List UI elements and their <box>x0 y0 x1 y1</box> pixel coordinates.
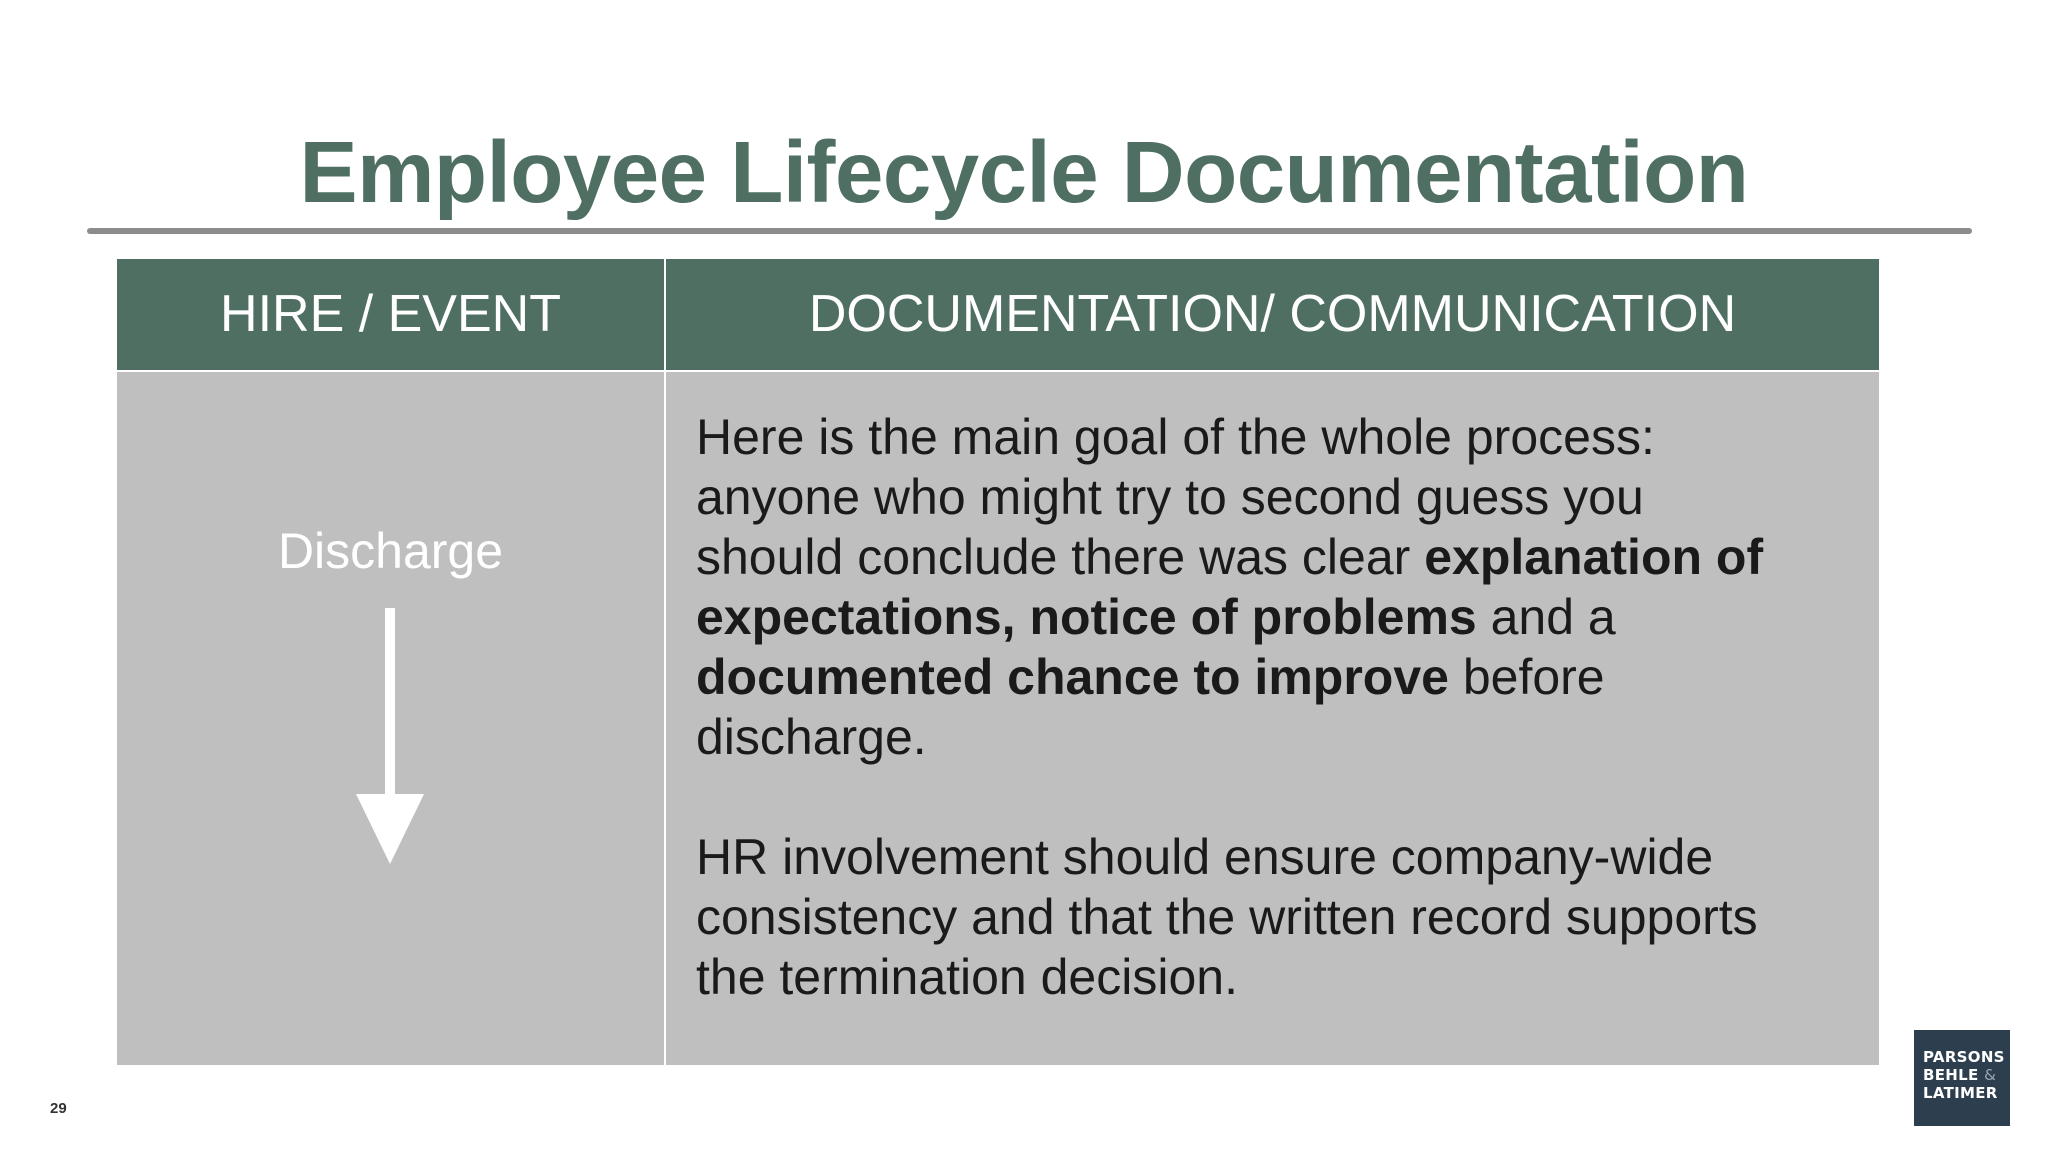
slide-title: Employee Lifecycle Documentation <box>299 124 1749 221</box>
header-documentation: DOCUMENTATION/ COMMUNICATION <box>808 285 1737 343</box>
paragraph-text: anyone who might try to second guess you <box>696 469 1644 525</box>
company-logo <box>1914 1030 2010 1126</box>
arrow-down-icon <box>356 608 424 864</box>
logo-ampersand: & <box>1984 1066 1997 1084</box>
column-divider <box>664 259 666 1065</box>
emphasis-text: expectations, notice of problems <box>696 589 1477 645</box>
documentation-paragraph <box>696 407 1866 767</box>
emphasis-text: documented chance to improve <box>696 649 1449 705</box>
documentation-paragraph <box>696 827 1866 1007</box>
paragraph-text: should conclude there was clear <box>696 529 1425 585</box>
paragraph-text: HR involvement should ensure company-wide <box>696 829 1714 885</box>
paragraph-text: the termination decision. <box>696 949 1238 1005</box>
logo-line-2-text: BEHLE <box>1923 1066 1985 1084</box>
title-divider <box>87 228 1972 234</box>
logo-line-1: PARSONS <box>1923 1048 2005 1066</box>
row-divider <box>117 370 1879 372</box>
event-label: Discharge <box>277 523 504 579</box>
logo-line-3: LATIMER <box>1923 1084 1998 1102</box>
logo-line-2 <box>1923 1066 2010 1084</box>
paragraph-text: before <box>1448 649 1605 705</box>
paragraph-text: consistency and that the written record supports <box>696 889 1758 945</box>
header-hire-event: HIRE / EVENT <box>220 285 561 343</box>
paragraph-text: and a <box>1476 589 1616 645</box>
documentation-text <box>696 407 1866 1007</box>
paragraph-text: discharge. <box>696 709 927 765</box>
emphasis-text: explanation of <box>1424 529 1764 585</box>
page-number: 29 <box>50 1100 67 1117</box>
lifecycle-table <box>117 259 1879 1065</box>
paragraph-text: Here is the main goal of the whole process: <box>696 409 1655 465</box>
